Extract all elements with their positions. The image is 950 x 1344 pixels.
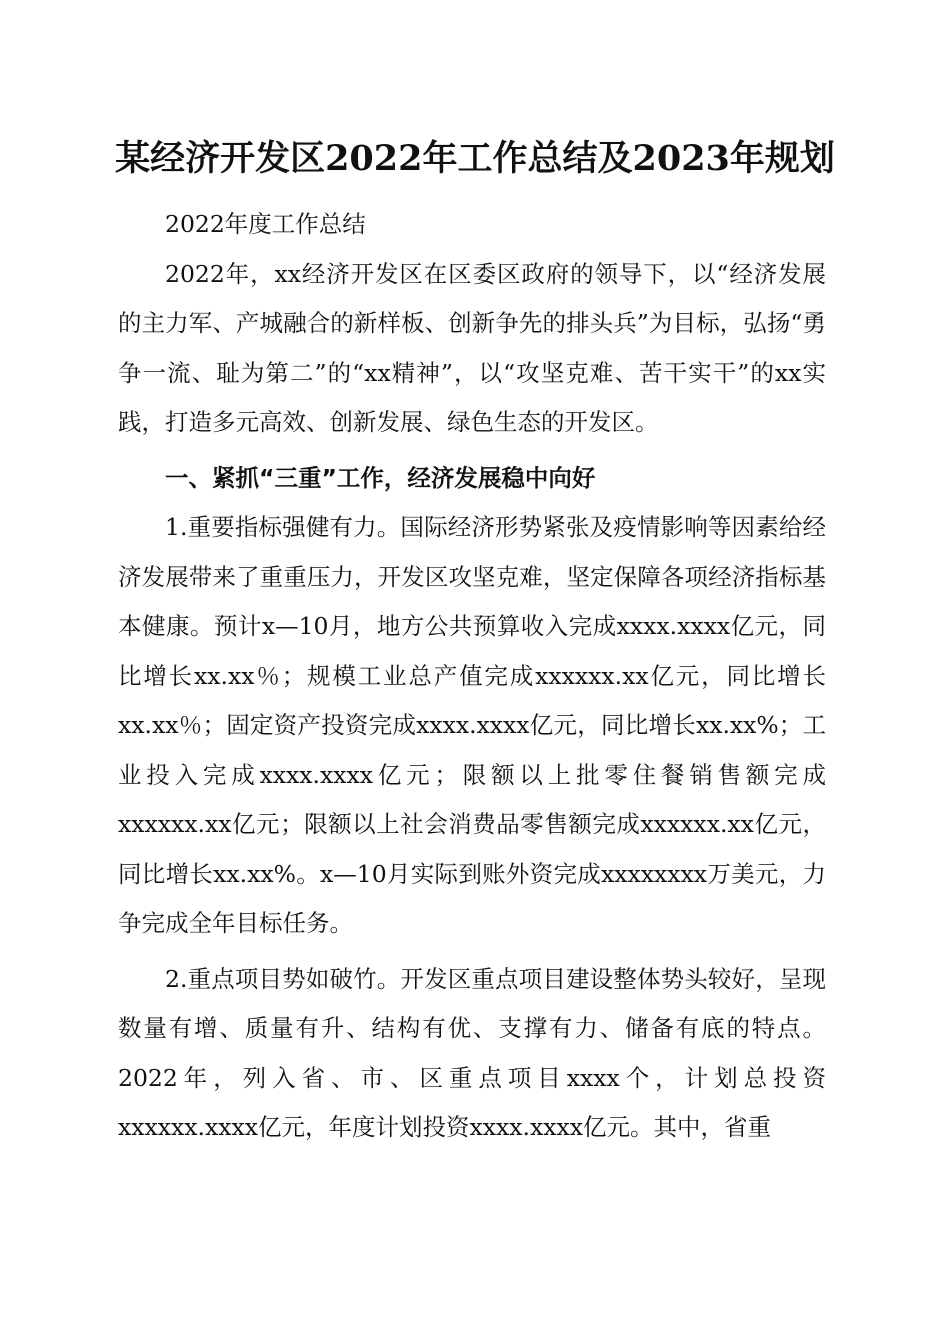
document-title: 某经济开发区2022年工作总结及2023年规划 xyxy=(115,138,835,179)
paragraph-2: 2.重点项目势如破竹。开发区重点项目建设整体势头较好，呈现数量有增、质量有升、结构有优、支撑有力、储备有底的特点。2022年，列入省、市、区重点项目xxxx个，计划总投资xxxxxx.xxxx亿元，年度计划投资xxxx.xxxx亿元。其中，省重 xyxy=(118,964,826,1141)
heading-1: 一、紧抓“三重”工作，经济发展稳中向好 xyxy=(165,463,596,492)
intro-paragraph: 2022年，xx经济开发区在区委区政府的领导下，以“经济发展的主力军、产城融合的新样板、创新争先的排头兵”为目标，弘扬“勇争一流、耻为第二”的“xx精神”，以“攻坚克难、苦干实干”的xx实践，打造多元高效、创新发展、绿色生态的开发区。 xyxy=(118,259,826,436)
document-body xyxy=(118,200,826,1153)
section-title: 2022年度工作总结 xyxy=(165,210,366,238)
paragraph-1: 1.重要指标强健有力。国际经济形势紧张及疫情影响等因素给经济发展带来了重重压力，开发区攻坚克难，坚定保障各项经济指标基本健康。预计x—10月，地方公共预算收入完成xxxx.xxxx亿元，同比增长xx.xx％；规模工业总产值完成xxxxxx.xx亿元，同比增长xx.xx％；固定资产投资完成xxxx.xxxx亿元，同比增长xx.xx%；工业投入完成xxxx.xxxx亿元；限额以上批零住餐销售额完成xxxxxx.xx亿元；限额以上社会消费品零售额完成xxxxxx.xx亿元，同比增长xx.xx%。x—10月实际到账外资完成xxxxxxxx万美元，力争完成全年目标任务。 xyxy=(118,513,826,937)
